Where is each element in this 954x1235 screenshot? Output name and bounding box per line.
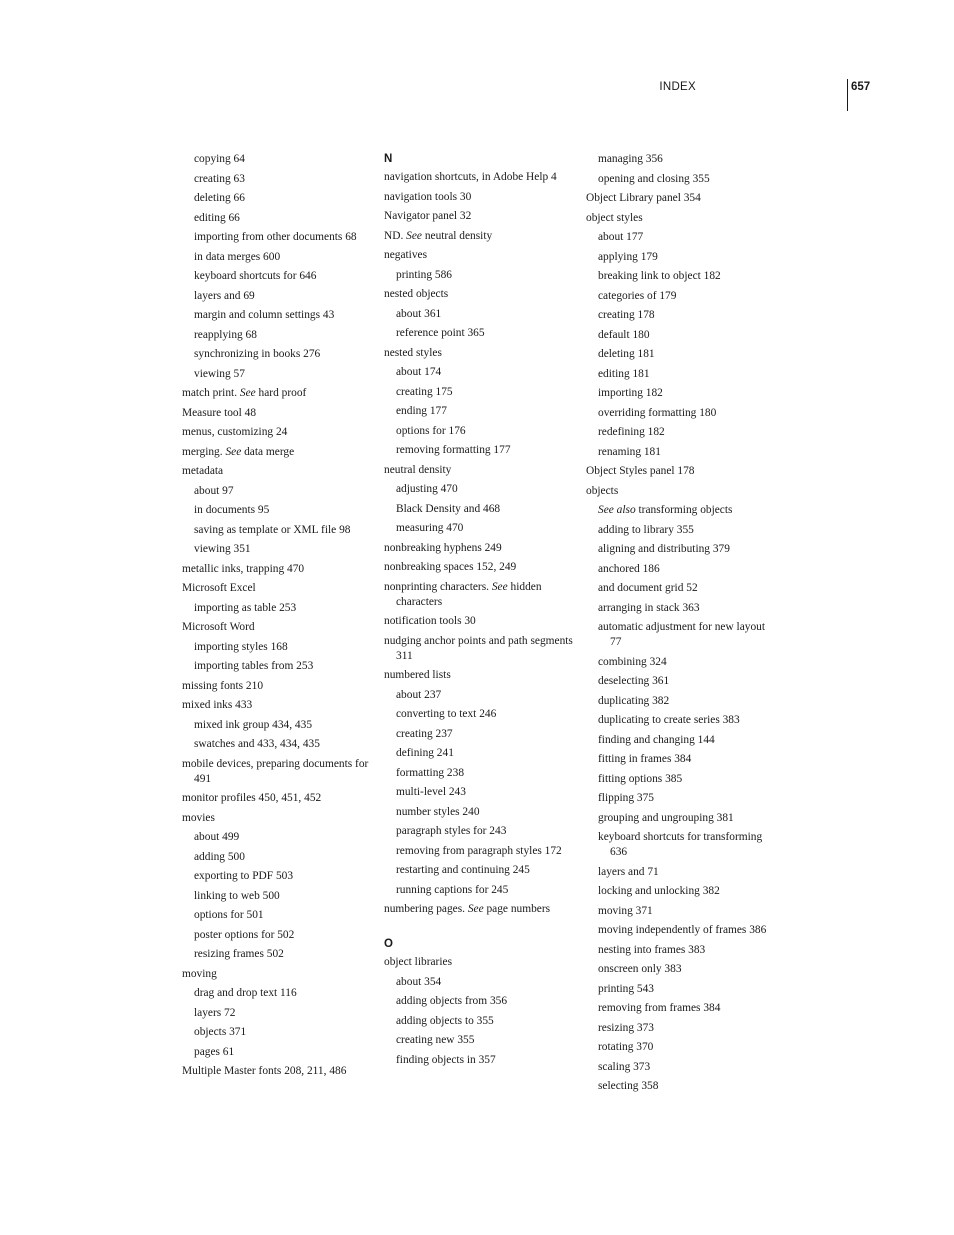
index-subentry: aligning and distributing 379 — [598, 543, 730, 555]
index-entry: nested objects — [384, 288, 449, 300]
index-subentry: viewing 57 — [194, 367, 245, 380]
index-subentry: options for 501 — [194, 909, 264, 921]
index-entry: negatives — [384, 249, 428, 261]
index-subentry: in documents 95 — [194, 504, 270, 516]
index-subentry: about 499 — [194, 831, 240, 843]
index-subentry: renaming 181 — [598, 445, 661, 458]
index-subentry: about 361 — [396, 307, 442, 320]
index-column-2 — [384, 152, 574, 1072]
index-entry: Microsoft Word — [182, 621, 255, 633]
index-entry: neutral density — [384, 463, 452, 476]
index-subentry: running captions for 245 — [396, 883, 509, 896]
see-target: hidden characters — [396, 580, 542, 608]
index-entry: object styles — [586, 211, 643, 224]
index-subentry: importing from other documents 68 — [194, 231, 357, 243]
index-entry: menus, customizing 24 — [182, 426, 288, 438]
index-entry — [384, 580, 574, 610]
index-subentry: about 354 — [396, 975, 442, 988]
index-subentry: layers 72 — [194, 1006, 236, 1019]
index-subentry: importing styles 168 — [194, 640, 288, 653]
index-subentry: restarting and continuing 245 — [396, 864, 530, 876]
index-subentry: about 177 — [598, 231, 644, 243]
index-subentry: finding objects in 357 — [396, 1053, 496, 1066]
index-subentry: and document grid 52 — [598, 582, 698, 594]
entry-term: nonprinting characters. — [384, 580, 492, 593]
index-subentry: options for 176 — [396, 424, 466, 437]
index-subentry: keyboard shortcuts for 646 — [194, 270, 317, 282]
index-subentry: duplicating 382 — [598, 694, 670, 707]
index-subentry — [586, 503, 776, 518]
index-subentry: importing 182 — [598, 387, 663, 399]
index-subentry: number styles 240 — [396, 805, 480, 818]
index-subentry: resizing frames 502 — [194, 948, 284, 960]
see-target: hard proof — [255, 387, 307, 399]
section-label: INDEX — [659, 81, 696, 93]
index-entry: movies — [182, 811, 215, 824]
index-entry: navigation shortcuts, in Adobe Help 4 — [384, 171, 557, 183]
index-entry — [384, 229, 574, 244]
index-subentry: removing from frames 384 — [598, 1002, 721, 1014]
index-subentry: Black Density and 468 — [396, 502, 501, 515]
index-subentry: printing 586 — [396, 268, 453, 281]
see-reference: See — [406, 229, 422, 242]
index-subentry: linking to web 500 — [194, 889, 280, 902]
index-subentry: layers and 69 — [194, 289, 255, 302]
index-entry: Multiple Master fonts 208, 211, 486 — [182, 1065, 347, 1077]
index-entry: mobile devices, preparing documents for 491 — [182, 757, 369, 785]
index-subentry: moving independently of frames 386 — [598, 924, 767, 936]
index-subentry: mixed ink group 434, 435 — [194, 718, 313, 731]
index-subentry: exporting to PDF 503 — [194, 870, 294, 882]
index-subentry: onscreen only 383 — [598, 963, 682, 975]
index-entry: navigation tools 30 — [384, 190, 472, 203]
index-subentry: overriding formatting 180 — [598, 406, 717, 419]
index-subentry: removing from paragraph styles 172 — [396, 844, 562, 857]
index-subentry: arranging in stack 363 — [598, 601, 700, 614]
index-subentry: synchronizing in books 276 — [194, 348, 321, 360]
index-subentry: resizing 373 — [598, 1021, 654, 1034]
see-target: data merge — [241, 445, 295, 458]
index-entry: metallic inks, trapping 470 — [182, 562, 305, 575]
see-reference: See also — [598, 504, 636, 516]
index-subentry: keyboard shortcuts for transforming 636 — [598, 831, 763, 858]
index-subentry: adding objects to 355 — [396, 1014, 494, 1027]
index-subentry: margin and column settings 43 — [194, 309, 335, 321]
index-subentry: finding and changing 144 — [598, 733, 715, 746]
index-subentry: importing tables from 253 — [194, 660, 314, 672]
see-reference: See — [491, 580, 508, 593]
index-subentry: in data merges 600 — [194, 250, 281, 263]
index-entry: moving — [182, 967, 217, 980]
index-subentry: defining 241 — [396, 747, 454, 759]
index-subentry: reapplying 68 — [194, 328, 257, 341]
section-letter: O — [384, 938, 393, 950]
index-subentry: fitting in frames 384 — [598, 753, 692, 765]
index-entry: Object Styles panel 178 — [586, 465, 695, 477]
index-subentry: fitting options 385 — [598, 772, 683, 785]
index-subentry: converting to text 246 — [396, 708, 497, 720]
index-subentry: copying 64 — [194, 153, 245, 165]
index-subentry: adding to library 355 — [598, 523, 694, 536]
index-entry: Microsoft Excel — [182, 582, 256, 594]
entry-term: ND. — [384, 229, 407, 242]
index-subentry: selecting 358 — [598, 1080, 659, 1092]
index-subentry: multi-level 243 — [396, 786, 466, 798]
see-target: transforming objects — [635, 504, 733, 516]
index-entry — [384, 902, 574, 917]
section-letter: N — [384, 153, 393, 165]
see-target: neutral density — [421, 229, 493, 242]
index-entry: mixed inks 433 — [182, 699, 253, 711]
index-entry: nudging anchor points and path segments 311 — [384, 634, 573, 662]
index-subentry: nesting into frames 383 — [598, 943, 706, 956]
index-subentry: opening and closing 355 — [598, 172, 710, 185]
index-subentry: breaking link to object 182 — [598, 270, 721, 282]
index-subentry: objects 371 — [194, 1026, 247, 1038]
index-subentry: adding objects from 356 — [396, 995, 508, 1007]
index-subentry: about 174 — [396, 366, 442, 378]
index-entry: nested styles — [384, 346, 442, 359]
index-subentry: combining 324 — [598, 655, 667, 668]
index-entry: metadata — [182, 465, 224, 477]
index-subentry: measuring 470 — [396, 522, 464, 534]
index-subentry: creating new 355 — [396, 1034, 475, 1046]
index-subentry: formatting 238 — [396, 766, 465, 779]
index-subentry: about 237 — [396, 688, 442, 701]
index-entry — [182, 445, 372, 460]
index-subentry: swatches and 433, 434, 435 — [194, 738, 320, 750]
index-subentry: printing 543 — [598, 982, 655, 995]
index-subentry: adjusting 470 — [396, 483, 458, 495]
index-subentry: adding 500 — [194, 850, 245, 863]
index-subentry: ending 177 — [396, 405, 447, 417]
see-reference: See — [239, 387, 256, 399]
index-subentry: applying 179 — [598, 250, 658, 263]
index-subentry: paragraph styles for 243 — [396, 825, 507, 837]
index-entry: objects — [586, 484, 619, 497]
index-subentry: reference point 365 — [396, 327, 485, 339]
index-entry: nonbreaking hyphens 249 — [384, 541, 502, 554]
index-subentry: removing formatting 177 — [396, 444, 511, 456]
index-subentry: flipping 375 — [598, 792, 655, 804]
index-subentry: importing as table 253 — [194, 601, 297, 614]
index-entry: nonbreaking spaces 152, 249 — [384, 561, 517, 573]
index-entry: Object Library panel 354 — [586, 192, 701, 204]
index-subentry: creating 175 — [396, 385, 453, 398]
index-subentry: scaling 373 — [598, 1060, 651, 1073]
entry-term: match print. — [182, 387, 240, 399]
index-column-1 — [182, 152, 372, 1084]
index-entry — [182, 386, 372, 401]
index-subentry: saving as template or XML file 98 — [194, 523, 351, 536]
index-subentry: duplicating to create series 383 — [598, 714, 740, 726]
index-subentry: locking and unlocking 382 — [598, 885, 720, 897]
entry-term: merging. — [182, 445, 226, 458]
index-subentry: grouping and ungrouping 381 — [598, 811, 734, 824]
index-subentry: anchored 186 — [598, 562, 660, 575]
index-subentry: editing 66 — [194, 211, 240, 224]
see-reference: See — [225, 445, 242, 458]
index-entry: monitor profiles 450, 451, 452 — [182, 792, 322, 804]
index-subentry: deleting 181 — [598, 348, 655, 360]
index-subentry: creating 63 — [194, 172, 245, 185]
index-subentry: deleting 66 — [194, 192, 245, 204]
index-subentry: drag and drop text 116 — [194, 987, 297, 999]
index-subentry: viewing 351 — [194, 543, 251, 555]
index-entry: Navigator panel 32 — [384, 210, 472, 222]
index-entry: Measure tool 48 — [182, 406, 257, 419]
index-column-3 — [586, 152, 776, 1099]
page-number: 657 — [851, 81, 871, 93]
index-subentry: categories of 179 — [598, 289, 677, 302]
index-subentry: managing 356 — [598, 153, 663, 165]
index-entry: numbered lists — [384, 669, 451, 681]
index-entry: object libraries — [384, 956, 452, 968]
see-reference: See — [467, 903, 484, 915]
index-subentry: about 97 — [194, 484, 234, 497]
index-subentry: poster options for 502 — [194, 928, 295, 941]
index-subentry: moving 371 — [598, 904, 653, 917]
header-divider — [847, 79, 848, 111]
entry-term: numbering pages. — [384, 903, 468, 915]
index-subentry: editing 181 — [598, 367, 650, 380]
index-subentry: creating 237 — [396, 727, 453, 740]
index-subentry: redefining 182 — [598, 426, 665, 438]
index-subentry: pages 61 — [194, 1045, 235, 1058]
index-subentry: layers and 71 — [598, 865, 659, 878]
index-entry: notification tools 30 — [384, 615, 476, 627]
index-subentry: automatic adjustment for new layout 77 — [598, 621, 766, 648]
see-target: page numbers — [483, 903, 551, 915]
index-subentry: rotating 370 — [598, 1041, 654, 1053]
index-subentry: default 180 — [598, 328, 650, 341]
index-subentry: creating 178 — [598, 309, 655, 321]
index-entry: missing fonts 210 — [182, 679, 264, 692]
index-subentry: deselecting 361 — [598, 675, 670, 687]
